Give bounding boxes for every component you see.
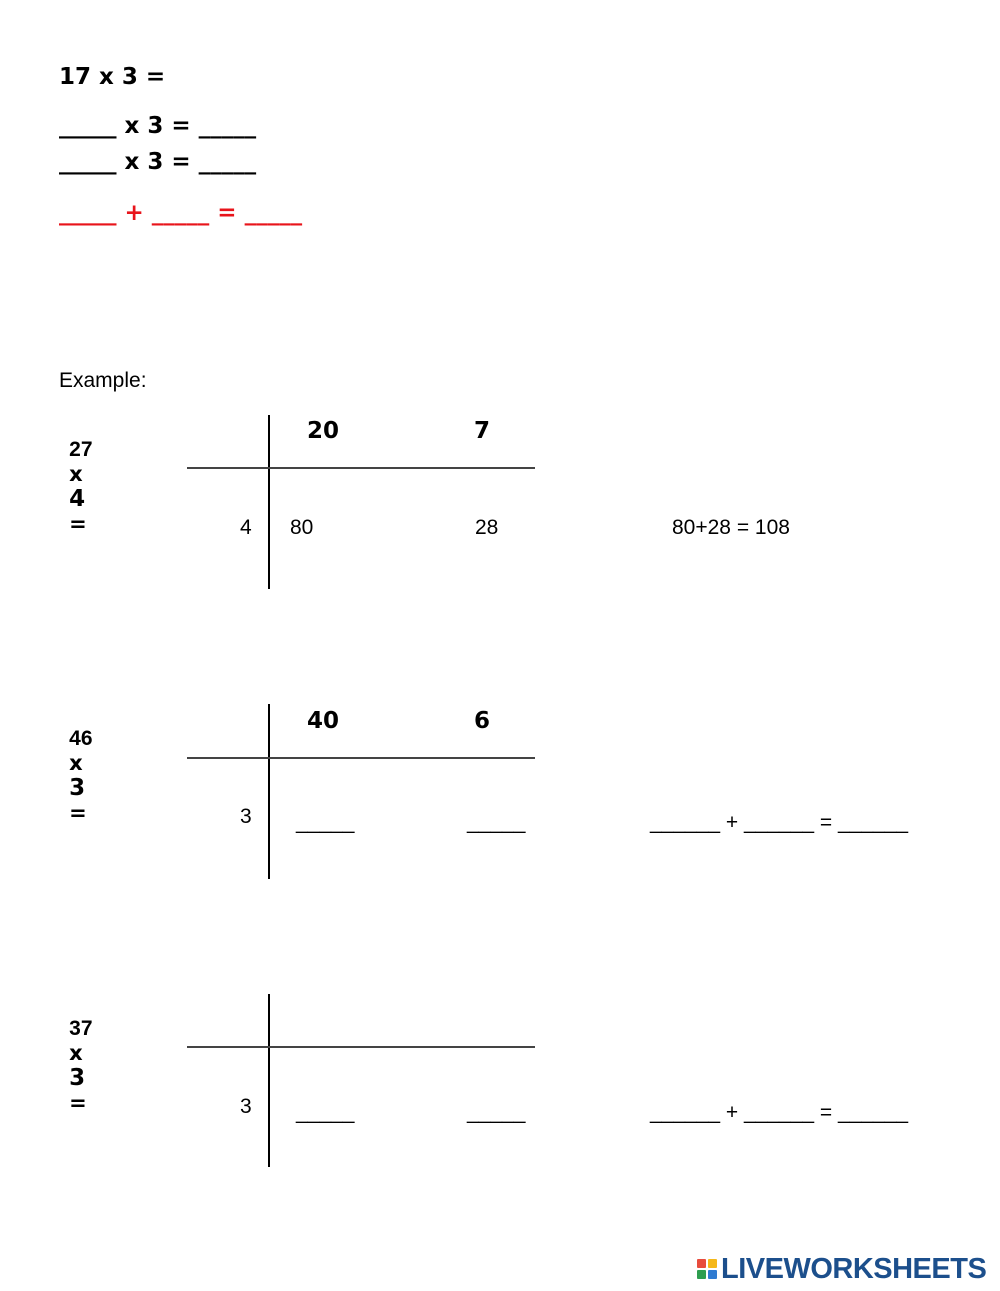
problem3-tens-blank[interactable]: _____: [296, 1101, 355, 1124]
example-result: 80+28 = 108: [672, 516, 790, 539]
problem3: [59, 998, 93, 1115]
problem3-factor: 3: [69, 1065, 86, 1091]
problem3-sum-blanks[interactable]: ______ + ______ = ______: [650, 1101, 909, 1124]
warmup-sum-row[interactable]: _____ + _____ = _____: [59, 200, 303, 226]
problem2: [59, 708, 93, 825]
example-problem-number: 27: [69, 438, 93, 461]
example-multiplier: 4: [240, 516, 252, 539]
example-tens: 20: [307, 418, 340, 444]
example-tens-product: 80: [290, 516, 314, 539]
problem3-ones-blank[interactable]: _____: [467, 1101, 526, 1124]
problem3-number: 37: [69, 1017, 93, 1040]
grid-vertical-line: [268, 415, 270, 589]
example-problem: [59, 419, 93, 536]
warmup-problem: 17 x 3 =: [59, 64, 166, 90]
problem2-tens-blank[interactable]: _____: [296, 811, 355, 834]
example-ones-product: 28: [475, 516, 499, 539]
problem2-factor: 3: [69, 775, 86, 801]
grid-vertical-line: [268, 704, 270, 879]
grid-horizontal-line: [187, 467, 535, 469]
problem2-number: 46: [69, 727, 93, 750]
grid-horizontal-line: [187, 1046, 535, 1048]
times-sign: x: [69, 751, 83, 775]
grid-vertical-line: [268, 994, 270, 1167]
grid-horizontal-line: [187, 757, 535, 759]
equals-sign: =: [69, 1091, 87, 1115]
liveworksheets-logo: [697, 1252, 986, 1286]
example-label: Example:: [59, 369, 147, 392]
equals-sign: =: [69, 801, 87, 825]
problem2-sum-blanks[interactable]: ______ + ______ = ______: [650, 811, 909, 834]
problem2-tens: 40: [307, 708, 340, 734]
warmup-row-2[interactable]: _____ x 3 = _____: [59, 149, 257, 175]
times-sign: x: [69, 462, 83, 486]
problem3-multiplier: 3: [240, 1095, 252, 1118]
equals-sign: =: [69, 512, 87, 536]
example-factor: 4: [69, 486, 86, 512]
logo-text: LIVEWORKSHEETS: [721, 1252, 987, 1285]
problem2-ones: 6: [474, 708, 491, 734]
problem2-ones-blank[interactable]: _____: [467, 811, 526, 834]
times-sign: x: [69, 1041, 83, 1065]
logo-blocks-icon: [697, 1259, 717, 1279]
problem2-multiplier: 3: [240, 805, 252, 828]
warmup-row-1[interactable]: _____ x 3 = _____: [59, 113, 257, 139]
example-ones: 7: [474, 418, 491, 444]
